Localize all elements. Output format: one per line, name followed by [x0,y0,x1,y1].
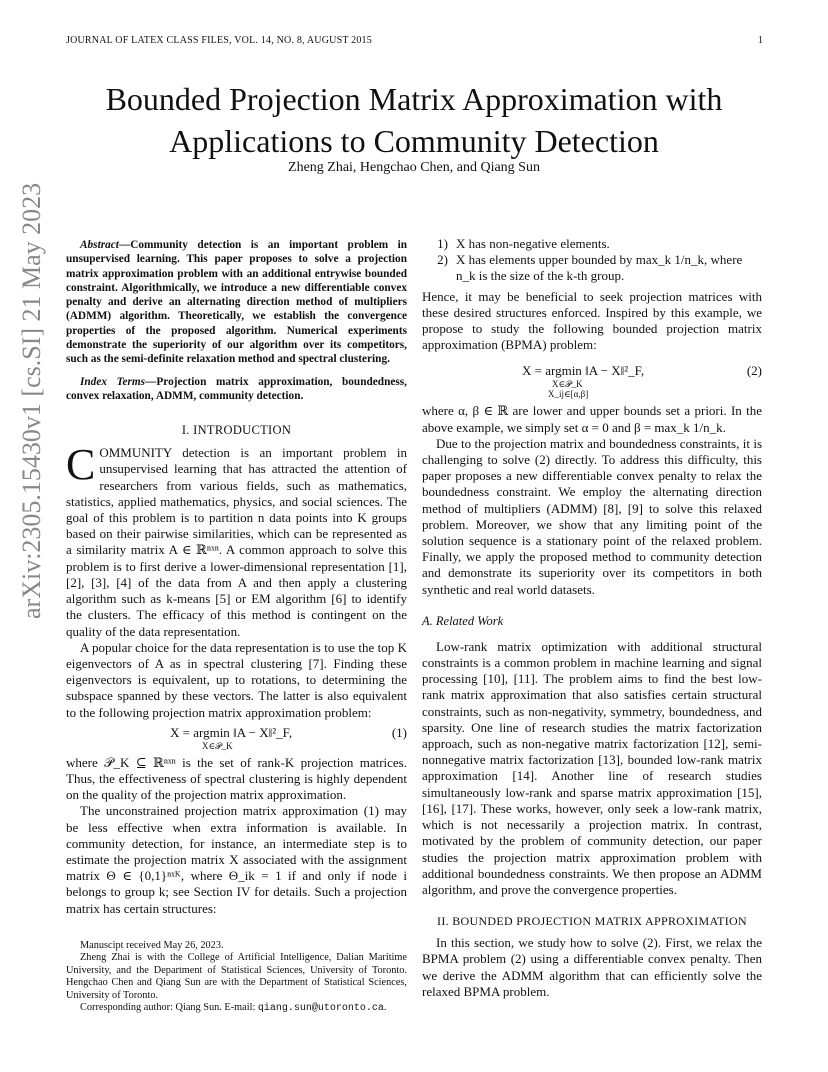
list-item-2-text: X has elements upper bounded by max_k 1/n_k, where n_k is the size of the k-th group. [456,252,743,284]
section-heading-bpma: II. BOUNDED PROJECTION MATRIX APPROXIMATION [437,914,747,929]
index-terms [66,375,407,404]
right-paragraph-2: where α, β ∈ ℝ are lower and upper bounds set a priori. In the above example, we simply set α = 0 and β = max_k 1/n_k. [422,403,762,435]
right-paragraph-1: Hence, it may be beneficial to seek projection matrices with these desired structures enforced. Inspired by this example, we propose to study the following bounded projection matrix approximation (BPMA) problem: [422,288,762,353]
equation-1-body: X = argmin ‖A − X‖²_F, [170,724,293,740]
drop-cap: C [66,440,96,490]
equation-2-body: X = argmin ‖A − X‖²_F, [522,363,645,379]
email-end: . [383,1002,387,1014]
page-number: 1 [758,35,764,46]
intro-paragraph-3: where 𝒫_K ⊆ ℝⁿˣⁿ is the set of rank-K projection matrices. Thus, the effectiveness of spectral clustering is highly dependent on the quality of the projection matrix approximation. [66,754,407,803]
equation-2-subscript-2: X_ij∈[α,β] [548,389,589,400]
list-item-2-number: 2) [437,252,448,268]
subsection-related-work: A. Related Work [422,613,504,628]
right-paragraph-4: Low-rank matrix optimization with additional structural constraints is a common problem in machine learning and signal processing [10], [11]. The problem aims to find the best low-rank matrix approximation that also satisfies certain structural constraints, such as non-negativity, symmetry, boundedness, and sparsity. One line of research studies the matrix factorization approach, such as non-negative matrix factorization [12], semi-nonnegative matrix factorization [13], bounded low-rank matrix approximation [14]. Another line of research studies simultaneously low-rank and sparse matrix approximation [15], [16], [17]. These works, however, only seek a low-rank matrix, which is not necessarily a projection matrix. In contrast, motivated by the problem of community detection, our paper studies the projection matrix approximation problem with additional boundedness constraints. We then propose an ADMM algorithm, and prove the convergence properties. [422,638,762,897]
abstract-label: Abstract— [80,239,131,251]
list-item-2 [422,252,762,284]
equation-2 [422,353,762,403]
running-header: JOURNAL OF LATEX CLASS FILES, VOL. 14, NO. 8, AUGUST 2015 [66,35,372,46]
right-column [422,236,762,1000]
title-line-2: Applications to Community Detection [169,123,659,159]
list-item-1-text: X has non-negative elements. [456,236,610,251]
footnote-affiliation: Zheng Zhai is with the College of Artificial Intelligence, Dalian Maritime University, and the Department of Statistical Sciences, University of Toronto. Hengchao Chen and Qiang Sun are with the Department of Statistical Sciences, University of Toronto. [66,952,407,1001]
equation-2-subscript-1: X∈𝒫_K [552,379,583,390]
intro-paragraph-4: The unconstrained projection matrix approximation (1) may be less effective when extra information is available. In community detection, for instance, an intermediate step is to estimate the projection matrix X associated with the assignment matrix Θ ∈ {0,1}ⁿˣᴷ, where Θ_ik = 1 if and only if node i belongs to group k; see Section IV for details. Such a projection matrix has certain structures: [66,803,407,916]
footnote-corresponding [66,1002,407,1015]
intro-p1-text: OMMUNITY detection is an important problem in unsupervised learning that has attracted the attention of researchers from various fields, such as mathematics, statistics, applied mathematics, physics, and social sciences. The goal of this problem is to partition n data points into K groups based on their pairwise similarities, which can be represented as a similarity matrix A ∈ ℝⁿˣⁿ. A common approach to solve this problem is to first derive a lower-dimensional representation [1], [2], [3], [4] of the data from A and then apply a clustering algorithm such as k-means [5] or EM algorithm [6] to identify the clusters. The efficacy of this method is contingent on the quality of the data representation. [66,445,407,639]
left-column [66,238,407,917]
arxiv-stamp: arXiv:2305.15430v1 [cs.SI] 21 May 2023 [17,182,46,619]
equation-2-number: (2) [746,363,762,379]
list-item-1 [422,236,762,252]
list-item-1-number: 1) [437,236,448,251]
author-list: Zheng Zhai, Hengchao Chen, and Qiang Sun [288,160,540,175]
corresponding-label: Corresponding author: Qiang Sun. E-mail: [80,1002,258,1014]
index-terms-text: Projection matrix approximation, boundedness, convex relaxation, ADMM, community detection. [66,375,407,402]
index-terms-label: Index Terms— [80,375,157,388]
intro-paragraph-1 [66,440,407,639]
equation-1 [66,721,407,755]
section-heading-intro: I. INTRODUCTION [181,423,292,438]
footnotes [66,940,407,1015]
abstract-text: Community detection is an important problem in unsupervised learning. This paper proposes to solve a projection matrix approximation problem with an additional entrywise bounded constraint. Algorithmically, we introduce a new differentiable convex penalty and derive an alternating direction method of multipliers (ADMM) algorithm. Theoretically, we establish the convergence properties of the proposed algorithm. Numerical experiments demonstrate the superiority of our algorithm over its competitors, such as the semi-definite relaxation method and spectral clustering. [66,239,407,366]
equation-1-number: (1) [391,724,407,740]
intro-paragraph-2: A popular choice for the data representation is to use the top K eigenvectors of A as in spectral clustering [7]. Finding these eigenvectors is equivalent, up to rotations, to determining the subspace spanned by these vectors. The latter is also equivalent to the following projection matrix approximation problem: [66,639,407,720]
equation-1-subscript: X∈𝒫_K [202,740,233,751]
paper-title [0,78,828,162]
title-line-1: Bounded Projection Matrix Approximation with [105,81,723,117]
email-address: qiang.sun@utoronto.ca [257,1003,384,1015]
abstract [66,238,407,367]
footnote-received: Manuscipt received May 26, 2023. [80,940,224,951]
right-paragraph-3: Due to the projection matrix and boundedness constraints, it is challenging to solve (2) directly. To address this difficulty, this paper proposes a new differentiable convex penalty to relax the boundedness constraint. We employ the alternating direction method of multipliers (ADMM) [8], [9] to solve this relaxed problem. Moreover, we show that any limiting point of the solution sequence is a stationary point of the relaxed problem. Finally, we apply the proposed method to community detection and demonstrate its superiority over its competitors in both synthetic and real world datasets. [422,435,762,597]
right-paragraph-5: In this section, we study how to solve (2). First, we relax the BPMA problem (2) using a differentiable convex penalty. Then we derive the ADMM algorithm that can efficiently solve the relaxed BPMA problem. [422,935,762,999]
